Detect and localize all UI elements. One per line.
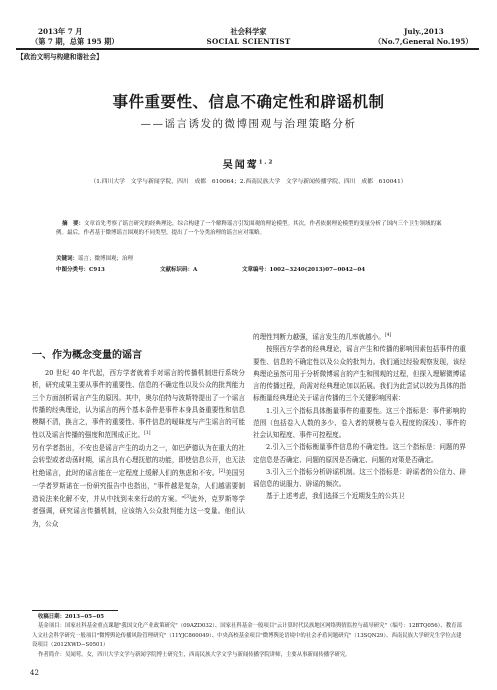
left-column bbox=[32, 367, 245, 530]
footnote-rule bbox=[32, 610, 118, 611]
paragraph: 基于上述考虑，我们选择三个近期发生的公共卫 bbox=[266, 492, 405, 501]
paragraph: 的理性判断力越强，谣言发生的几率就越小。[4] bbox=[253, 333, 392, 342]
affiliation: （1.四川大学 文学与新闻学院，四川 成都 610064；2.西南民族大学 文学与新闻传播学院，四川 成都 610041） bbox=[90, 179, 407, 185]
article-number: 文章编号：1002−3240(2013)07−0042−04 bbox=[242, 267, 366, 273]
page-number: 42 bbox=[30, 669, 39, 677]
section-heading: 一、作为概念变量的谣言 bbox=[32, 350, 142, 361]
header-issue-en: （No.7,General No.195） bbox=[374, 37, 473, 46]
header-issue: （第 7 期，总第 195 期） bbox=[31, 37, 119, 46]
header-journal-en: SOCIAL SCIENTIST bbox=[206, 37, 291, 46]
keywords-text: 谣言；微博围观；治理 bbox=[78, 256, 134, 262]
header-date-en: July.,2013 bbox=[404, 27, 444, 36]
author bbox=[0, 156, 497, 171]
paragraph: 1.引入三个指标具体衡量事件的重要性。这三个指标是：事件影响的范围（包括卷入人数的多少、卷入者的规模与卷入程度的深浅）、事件的社会认知程度、事件可控程度。 bbox=[253, 406, 466, 440]
author-intro: 作者简介：吴闻莺，女，四川大学文学与新闻学院博士研究生，西南民族大学文学与新闻传播学院讲师，主要从事新闻传播学研究。 bbox=[38, 651, 351, 658]
footnotes bbox=[32, 613, 466, 660]
header-date: 2013年 7 月 bbox=[38, 27, 83, 36]
article-title: 事件重要性、信息不确定性和辟谣机制 bbox=[112, 93, 385, 111]
paragraph: 2.引入三个指标衡量事件信息的不确定性。这三个指标是：问题的界定信息是否确定、问题的原因是否确定、问题的对策是否确定。 bbox=[253, 443, 466, 464]
clc-number: 中图分类号：C913 bbox=[56, 267, 105, 273]
paragraph: 按照西方学者的经典理论，谣言产生和传播的影响因素包括事件的重要性、信息的不确定性以及公众的批判力。我们通过经验观察发现，该经典理论虽然可用于分析微博谣言的产生和围观的过程，但探入理解微博谣言的传播过程，尚需对经典理论加以拓展。我们为此尝试以较为具体的指标衡量经典理论关于谣言传播的三个关键影响因素： bbox=[253, 345, 466, 403]
document-code: 文献标识码：A bbox=[160, 267, 198, 273]
fund-info: 基金项目：国家社科基金重点课题"我国文化产业政策研究"（09AZD032）、国家社科基金一般项目"云计算时代民族地区网络舆情监控与疏导研究"（编号：12BTQ056）、教育部人文社会科学研究一般项目"微博舆论传播风险管理研究"（11YJC860049）、中央高校基金项目"微博舆论语境中的社会矛盾问题研究"（13SQN29）、西南民族大学研究生学位点建设项目（2012XWD−S0501） bbox=[32, 623, 462, 649]
column-label: 【政治文明与构建和谐社会】 bbox=[17, 53, 103, 61]
received-date: 收稿日期：2013−05−05 bbox=[38, 614, 104, 620]
paragraph: 20 世纪 40 年代起，西方学者就着手对谣言的传播机制进行系统分析，研究成果主要从事件的重要性、信息的不确定性以及公众的批判能力三个方面剖析谣言产生的原因。其中，奥尔伯特与波斯特提出了一个谣言传播的经典理论，认为谣言的两个基本条件是事件本身具备重要性和信息模糊不清，换言之，事件的重要性、事件信息的暧昧度与产生谣言的可能性以及谣言传播的强度和范围成正比。[1] bbox=[32, 369, 245, 440]
article-subtitle: ——谣言诱发的微博围观与治理策略分析 bbox=[140, 118, 357, 130]
abstract bbox=[56, 220, 442, 238]
author-sup: 1,2 bbox=[258, 159, 275, 166]
abstract-label: 摘 要： bbox=[62, 221, 85, 227]
paragraph: 3.引入三个指标分析辟谣机制。这三个指标是：辟谣者的公信力、辟谣信息的说服力、辟谣的频次。 bbox=[253, 467, 466, 489]
abstract-text: 文章首先考察了谣言研究的经典理论，综合构建了一个解释谣言引发围观的理论模型。其次，作者依据理论模型的变量分析了国内三个卫生领域的案例。最后，作者基于微博谣言围观的不同类型，提出了一个分类治理的谣言应对策略。 bbox=[56, 221, 442, 236]
keywords-label: 关键词： bbox=[56, 256, 79, 262]
paragraph: 另有学者指出，不安也是谣言产生的动力之一，如巴萨德认为在重大的社会转型或者动荡时期，谣言具有心理抚慰的功能，即使信息公开，也无法杜绝谣言，此时的谣言能在一定程度上缓解人们的焦虑和不安。[2]美国另一学者罗斯诺在一份研究报告中也指出，"事件越是复杂，人们越需要制造说法来化解不安，并从中找到未来行动的方案。"[3]此外，克罗斯等学者强调，研究谣言传播机制，应该纳入公众批判能力这一变量。他们认为，公众 bbox=[32, 443, 246, 528]
right-column bbox=[253, 330, 466, 503]
keywords bbox=[56, 255, 133, 264]
header-rule bbox=[16, 48, 479, 50]
header-journal-cn: 社会科学家 bbox=[230, 27, 267, 36]
author-name: 吴闻莺 bbox=[222, 160, 259, 171]
